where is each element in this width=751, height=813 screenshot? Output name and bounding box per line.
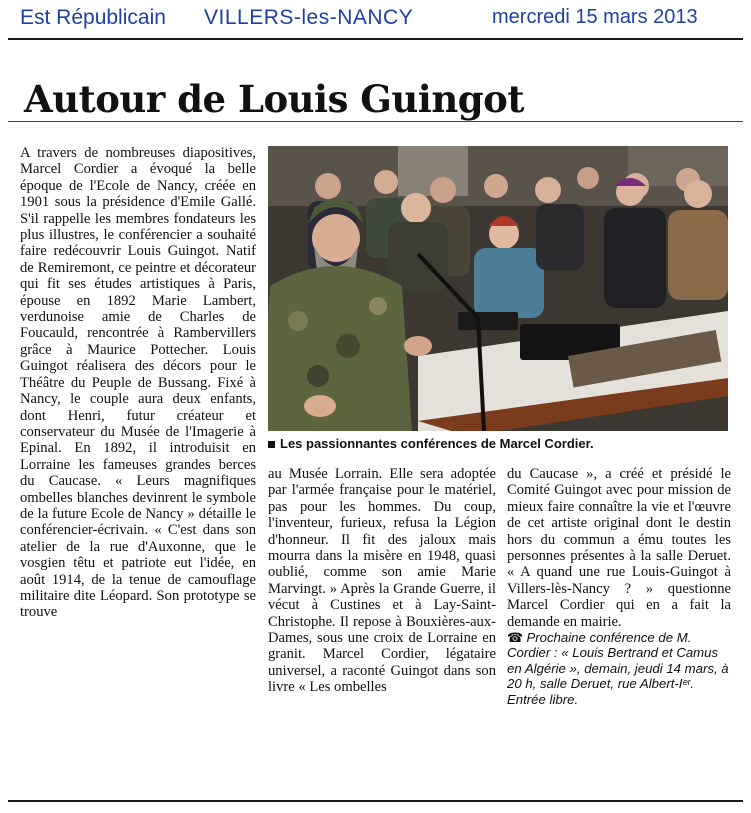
announcement-text: Prochaine conférence de M. Cordier : « Louis Bertrand et Camus en Algérie », demain, jeudi 14 mars, à 20 h, salle Deruet, rue Albert-Iᵉʳ. Entrée libre. bbox=[507, 630, 729, 707]
conference-announcement bbox=[507, 630, 731, 707]
publication-date: mercredi 15 mars 2013 bbox=[492, 6, 698, 28]
caption-text: Les passionnantes conférences de Marcel Cordier. bbox=[280, 436, 594, 451]
photo-caption bbox=[268, 436, 738, 451]
town-name: VILLERS-les-NANCY bbox=[204, 6, 414, 29]
caption-bullet-icon bbox=[268, 441, 275, 448]
conference-photo-illustration bbox=[268, 146, 728, 431]
column-1-text: A travers de nombreuses diapositives, Marcel Cordier a évoqué la belle époque de l'Ecole de Nancy, créée en 1901 sous la présidence d'Emile Gallé. S'il rappelle les membres fondateurs les plus illustres, le conférencier a souhaité faire redécouvrir Louis Guingot. Natif de Remiremont, ce peintre et décorateur qui fit ses études artistiques à Paris, épouse en 1892 Marie Lambert, verdunoise amie de Charles de Foucauld, rencontrée à Rambervillers grâce à Maurice Pottecher. Louis Guingot réalisera des décors pour le Théâtre du Peuple de Bussang. Fixé à Nancy, le couple aura deux enfants, dont Henri, futur créateur et conservateur du Musée de l'Imagerie à Epinal. En 1892, il introduisit en Lorraine les fameuses grandes berces du Caucase. « Leurs magnifiques ombelles blanches devinrent le symbole de la future Ecole de Nancy » détaille le conférencier-écrivain. « C'est dans son atelier de la rue d'Auxonne, que le vosgien têtu et patriote eut l'idée, en août 1914, de la tenue de camouflage militaire dite Léopard. Son prototype se trouve bbox=[20, 145, 256, 621]
newspaper-name: Est Républicain bbox=[20, 6, 166, 29]
title-divider bbox=[8, 121, 743, 122]
article-column-3 bbox=[507, 466, 731, 707]
article-column-1 bbox=[20, 145, 256, 621]
phone-icon: ☎ bbox=[507, 630, 524, 646]
column-2-text: au Musée Lorrain. Elle sera adoptée par l'armée française pour le matériel, pas pour les hommes. Du coup, l'inventeur, furieux, refusa la Légion d'honneur. Il fit des jaloux mais mourra dans la misère en 1948, quasi oublié, comme son amie Marie Marvingt. » Après la Grande Guerre, il vécut à Custines et à Lay-Saint-Christophe. Il repose à Bouxières-aux-Dames, sous une croix de Lorraine en granit. Marcel Cordier, légataire universel, a raconté Guingot dans son livre « Les ombelles bbox=[268, 466, 496, 696]
newspaper-header bbox=[0, 0, 751, 38]
column-3-text: du Caucase », a créé et présidé le Comité Guingot avec pour mission de mieux faire connaître la vie et l'œuvre de cet artiste original dont le destin hors du commun a ému toutes les personnes présentes à la salle Deruet. « A quand une rue Louis-Guingot à Villers-lès-Nancy ? » questionne Marcel Cordier qui en a fait la demande en mairie. bbox=[507, 466, 731, 630]
conference-photo bbox=[268, 146, 728, 431]
article-title: Autour de Louis Guingot bbox=[24, 76, 524, 121]
article-column-2 bbox=[268, 466, 496, 696]
footer-divider bbox=[8, 800, 743, 802]
header-divider bbox=[8, 38, 743, 40]
